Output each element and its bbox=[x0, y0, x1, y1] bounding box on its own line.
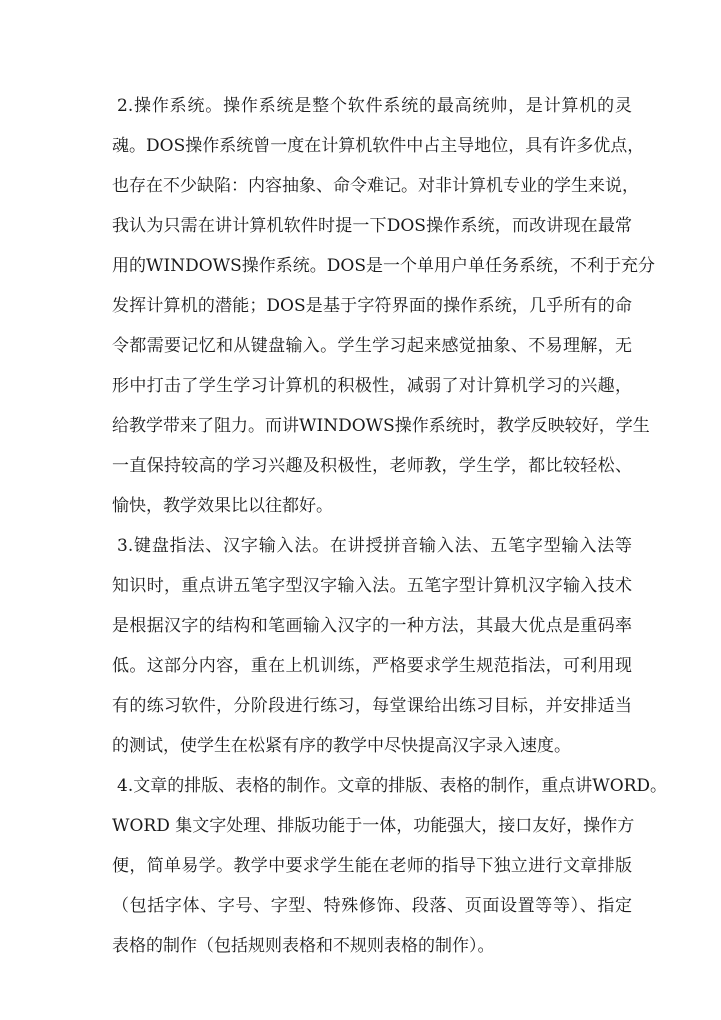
text-line: 魂。DOS操作系统曾一度在计算机软件中占主导地位，具有许多优点， bbox=[112, 136, 645, 156]
text-line: 便，简单易学。教学中要求学生能在老师的指导下独立进行文章排版 bbox=[112, 856, 632, 876]
text-line: 的测试，使学生在松紧有序的教学中尽快提高汉字录入速度。 bbox=[112, 736, 571, 756]
text-line: 2.操作系统。操作系统是整个软件系统的最高统帅，是计算机的灵 bbox=[117, 96, 632, 116]
text-line: 4.文章的排版、表格的制作。文章的排版、表格的制作，重点讲WORD。 bbox=[117, 776, 668, 796]
text-line: 一直保持较高的学习兴趣及积极性，老师教，学生学，都比较轻松、 bbox=[112, 456, 632, 476]
text-line: 用的WINDOWS操作系统。DOS是一个单用户单任务系统，不利于充分 bbox=[112, 256, 655, 276]
text-line: 愉快，教学效果比以往都好。 bbox=[112, 496, 333, 516]
text-line: 3.键盘指法、汉字输入法。在讲授拼音输入法、五笔字型输入法等 bbox=[117, 536, 632, 556]
text-line: 给教学带来了阻力。而讲WINDOWS操作系统时，教学反映较好，学生 bbox=[112, 416, 650, 436]
text-line: 低。这部分内容，重在上机训练，严格要求学生规范指法，可利用现 bbox=[112, 656, 632, 676]
text-line: （包括字体、字号、字型、特殊修饰、段落、页面设置等等）、指定 bbox=[112, 896, 632, 916]
text-line: 表格的制作（包括规则表格和不规则表格的制作）。 bbox=[112, 936, 495, 956]
text-line: 形中打击了学生学习计算机的积极性，减弱了对计算机学习的兴趣， bbox=[112, 376, 632, 396]
text-line: 我认为只需在讲计算机软件时提一下DOS操作系统，而改讲现在最常 bbox=[112, 216, 632, 236]
text-line: WORD 集文字处理、排版功能于一体，功能强大，接口友好，操作方 bbox=[112, 816, 635, 836]
text-line: 令都需要记忆和从键盘输入。学生学习起来感觉抽象、不易理解，无 bbox=[112, 336, 632, 356]
text-line: 知识时，重点讲五笔字型汉字输入法。五笔字型计算机汉字输入技术 bbox=[112, 576, 632, 596]
text-line: 有的练习软件，分阶段进行练习，每堂课给出练习目标，并安排适当 bbox=[112, 696, 632, 716]
text-line: 发挥计算机的潜能；DOS是基于字符界面的操作系统，几乎所有的命 bbox=[112, 296, 632, 316]
text-line: 是根据汉字的结构和笔画输入汉字的一种方法，其最大优点是重码率 bbox=[112, 616, 632, 636]
text-line: 也存在不少缺陷：内容抽象、命令难记。对非计算机专业的学生来说， bbox=[112, 176, 639, 196]
